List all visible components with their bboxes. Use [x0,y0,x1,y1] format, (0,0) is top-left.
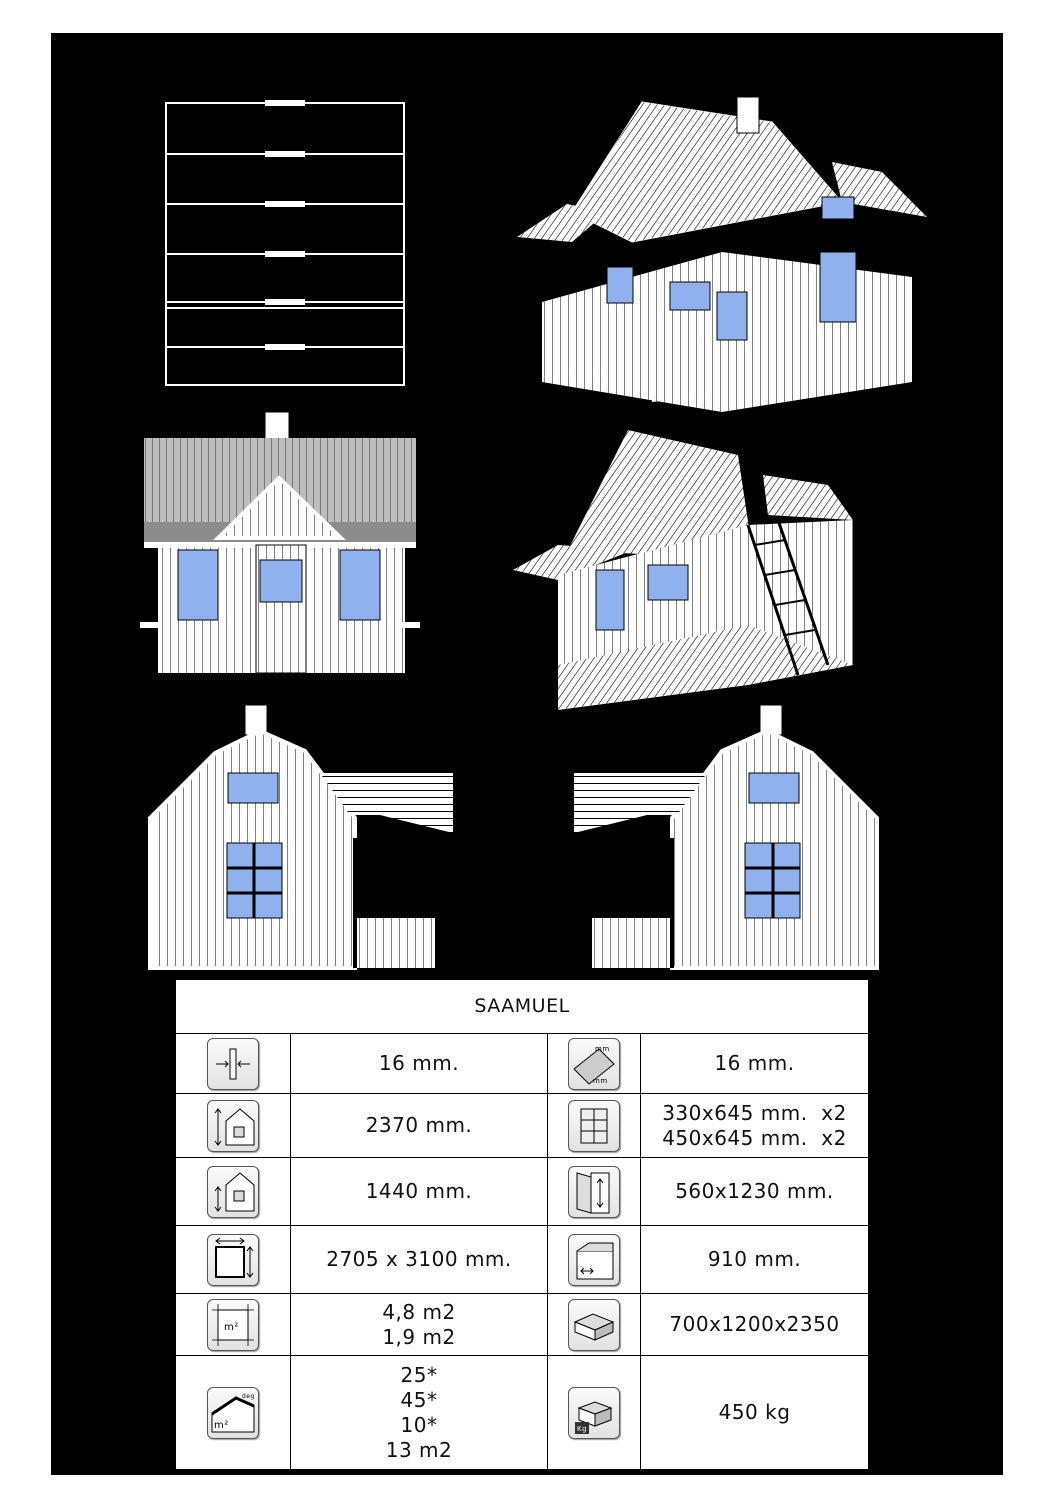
table-title-row [176,980,869,1034]
wall-height-value: 1440 mm. [291,1158,548,1226]
product-name: SAAMUEL [176,980,869,1034]
table-row [176,1158,869,1226]
front-elevation-drawing [138,410,423,678]
total-height-icon [207,1100,259,1152]
svg-text:mm: mm [595,1044,610,1053]
svg-text:m²: m² [214,1419,229,1431]
floor-plan-drawing [160,97,412,392]
svg-text:Kg: Kg [577,1424,588,1433]
total-height-value: 2370 mm. [291,1094,548,1158]
door-size-value: 560x1230 mm. [641,1158,869,1226]
floor-area-value: 4,8 m2 1,9 m2 [291,1294,548,1356]
weight-value: 450 kg [641,1356,869,1470]
svg-text:deg: deg [242,1392,255,1400]
package-size-icon [568,1299,620,1351]
table-row [176,1034,869,1094]
floor-area-icon [207,1299,259,1351]
wall-thickness-icon [207,1038,259,1090]
terrace-depth-value: 910 mm. [641,1226,869,1294]
right-side-elevation-drawing [570,703,892,973]
left-side-elevation-drawing [135,703,457,973]
floor-thickness-icon [568,1038,620,1090]
footprint-icon [207,1234,259,1286]
door-icon [568,1166,620,1218]
isometric-front-drawing [512,92,932,417]
isometric-interior-drawing [508,425,873,710]
weight-icon [568,1387,620,1439]
table-row [176,1356,869,1470]
table-row [176,1294,869,1356]
window-size-value: 330x645 mm. x2 450x645 mm. x2 [641,1094,869,1158]
roof-angle-icon [207,1387,259,1439]
terrace-depth-icon [568,1234,620,1286]
package-size-value: 700x1200x2350 [641,1294,869,1356]
floor-thickness-value: 16 mm. [641,1034,869,1094]
table-row [176,1226,869,1294]
svg-text:mm: mm [593,1076,608,1085]
window-icon [568,1100,620,1152]
wall-thickness-value: 16 mm. [291,1034,548,1094]
spec-table [175,979,869,1470]
footprint-value: 2705 x 3100 mm. [291,1226,548,1294]
roof-specs-value: 25* 45* 10* 13 m2 [291,1356,548,1470]
wall-height-icon [207,1166,259,1218]
table-row [176,1094,869,1158]
svg-text:m²: m² [224,1321,239,1333]
